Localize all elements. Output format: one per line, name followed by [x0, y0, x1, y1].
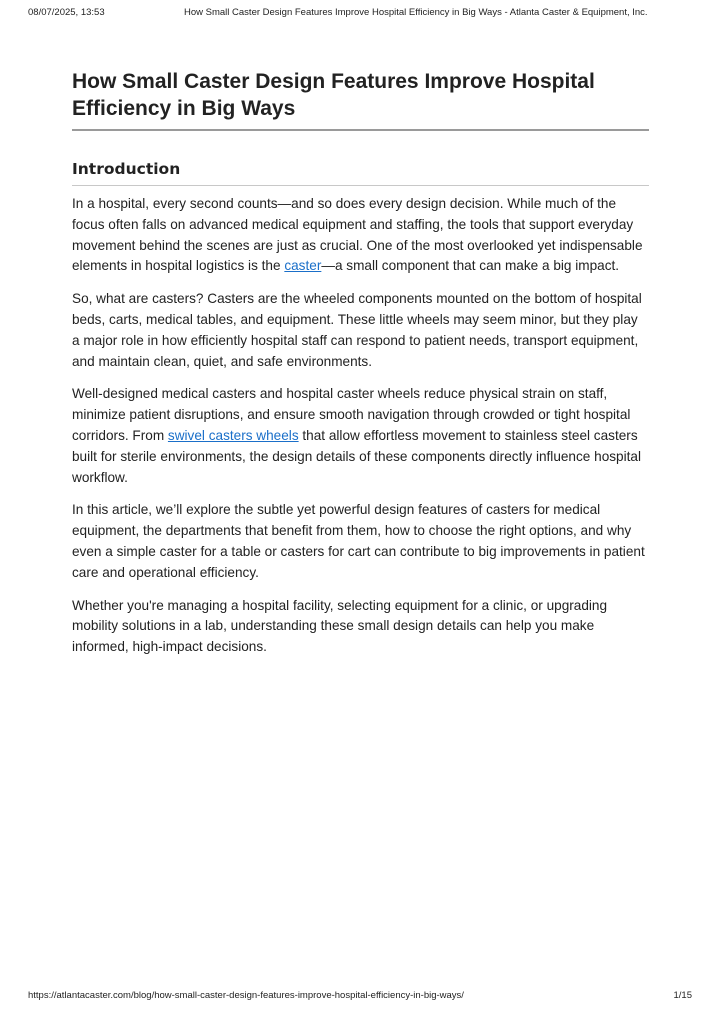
paragraph-1-text-before: In a hospital, every second counts—and so does every design decision. While much of the focus often falls on advanced medical equipment and staffing, the tools that support everyday movement behind the scenes are just as crucial. One of the most overlooked yet indispensable elements in hospital logistics is the: [72, 196, 643, 274]
print-header: [28, 7, 692, 21]
paragraph-1-text-after: —a small component that can make a big impact.: [321, 258, 620, 274]
print-url: https://atlantacaster.com/blog/how-small-caster-design-features-improve-hospital-efficiency-in-big-ways/: [28, 990, 464, 1001]
paragraph-3-text-after: that allow effortless movement to stainless steel casters built for sterile environments, the design details of these components directly influence hospital workflow.: [72, 427, 641, 485]
section-heading-introduction: Introduction: [72, 159, 649, 186]
print-document-title: How Small Caster Design Features Improve Hospital Efficiency in Big Ways - Atlanta Caster & Equipment, Inc.: [184, 7, 648, 18]
paragraph-2: So, what are casters? Casters are the wheeled components mounted on the bottom of hospital beds, carts, medical tables, and equipment. These little wheels may seem minor, but they play a major role in how efficiently hospital staff can respond to patient needs, transport equipment, and maintain clean, quiet, and safe environments.: [72, 291, 642, 369]
caster-link[interactable]: caster: [284, 258, 322, 274]
paragraph-3-text-before: Well-designed medical casters and hospital caster wheels reduce physical strain on staff, minimize patient disruptions, and ensure smooth navigation through crowded or tight hospital corridors. From: [72, 386, 631, 443]
paragraph-3: [72, 384, 649, 488]
swivel-casters-wheels-link[interactable]: swivel casters wheels: [167, 427, 299, 443]
article-content: [72, 68, 649, 658]
page-number: 1/15: [673, 990, 692, 1001]
print-footer: [28, 990, 692, 1004]
article-title: How Small Caster Design Features Improve Hospital Efficiency in Big Ways: [72, 68, 649, 131]
paragraph-1: [72, 194, 649, 277]
paragraph-4: In this article, we’ll explore the subtle yet powerful design features of casters for medical equipment, the departments that benefit from them, how to choose the right options, and why even a simple caster for a table or casters for cart can contribute to big improvements in patient care and operational efficiency.: [72, 502, 645, 580]
print-datetime: 08/07/2025, 13:53: [28, 7, 105, 18]
paragraph-5: Whether you're managing a hospital facility, selecting equipment for a clinic, or upgrading mobility solutions in a lab, understanding these small design details can help you make informed, high-impact decisions.: [72, 597, 608, 655]
